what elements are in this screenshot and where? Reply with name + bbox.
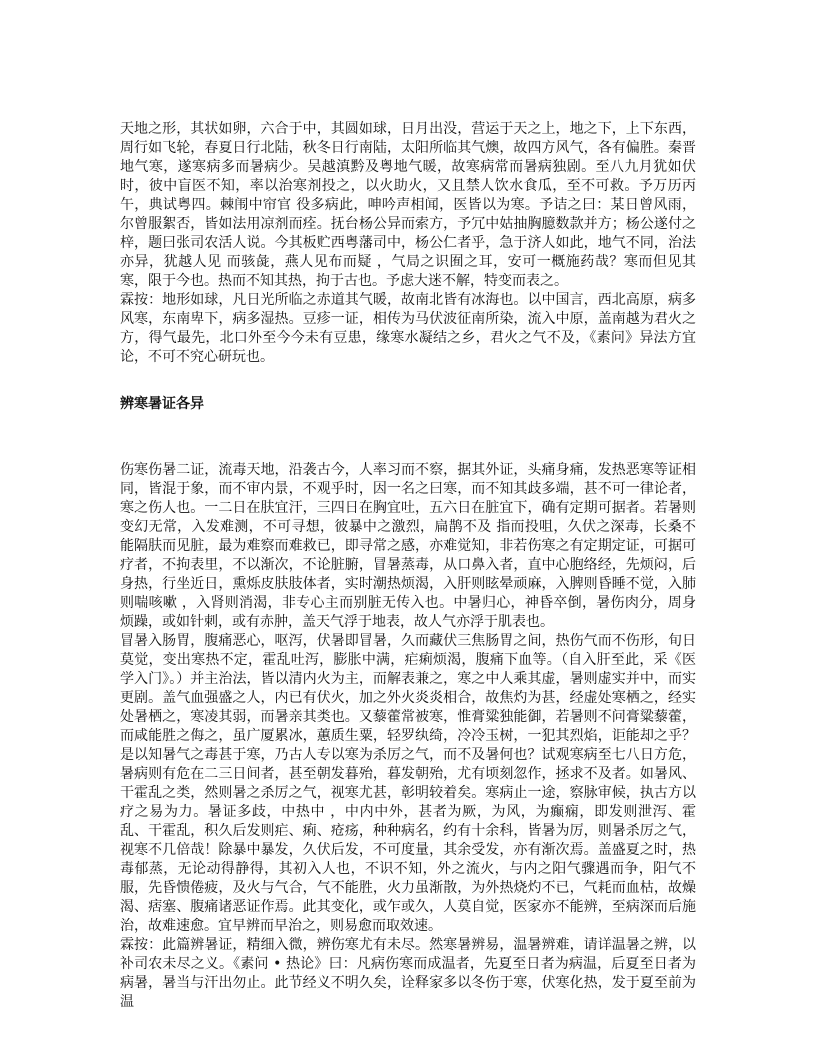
paragraph-summer-heat-entry: 冒暑入肠胃，腹痛恶心，呕泻，伏暑即冒暑，久而藏伏三焦肠胃之间，热伤气而不伤形，旬日莫觉，变出寒热不定，霍乱吐泻，膨胀中满，疟痢烦渴，腹痛下血等。（自入肝至此，采《医学入门》。）并主治法，皆以清内火为主，而解表兼之，寒之中人乘其虚，暑则虚实并中，而实更剧。盖气血强盛之人，内已有伏火，加之外火炎炎相合，故焦灼为甚，经虚处寒栖之，经实处暑栖之，寒凌其弱，而暑亲其类也。又藜藿常被寒，惟膏粱独能御，若暑则不问膏粱藜藿，而咸能胜之侮之，虽广厦累冰，蕙质生粟，轻罗纨绮，冷冷玉树，一犯其烈焰，讵能却之乎？是以知暑气之毒甚于寒，乃古人专以寒为杀厉之气，而不及暑何也？试观寒病至七八日方危，暑病则有危在二三日间者，甚至朝发暮殆，暮发朝殆，尤有顷刻忽作，拯求不及者。如暑风、干霍乱之类，然则暑之杀厉之气，视寒尤甚，彰明较着矣。寒病止一途，察脉审候，执古方以疗之易为力。暑证多歧，中热中 ，中内中外，甚者为厥，为风，为癫痫，即发则泄泻、霍乱、干霍乱，积久后发则疟、痢、疮疡，种种病名，约有十余科，皆暑为厉，则暑杀厉之气，视寒不几倍哉！除暴中暴发，久伏后发，不可度量，其余受发，亦有渐次焉。盖盛夏之时，热毒郁蒸，无论动得静得，其初入人也，不识不知，外之流火，与内之阳气骤遇而争，阳气不服，先昏愦倦疲，及火与气合，气不能胜，火力虽渐散，为外热烧灼不已，气耗而血枯，故燥渴、痞塞、腹痛诸恶证作焉。此其变化，或乍或久，人莫自觉，医家亦不能辨，至病深而后施治，故难速愈。宜早辨而早治之，则易愈而取效速。	[120, 633, 696, 934]
section-climate	[120, 120, 696, 367]
section-heading: 辨寒暑证各异	[120, 396, 204, 412]
paragraph-climate-intro: 天地之形，其状如卵，六合于中，其圆如球，日月出没，营运于天之上，地之下，上下东西，周行如飞轮，春夏日行北陆，秋冬日行南陆，太阳所临其气燠，故四方风气，各有偏胜。秦晋地气寒，遂寒病多而暑病少。吴越滇黔及粤地气暖，故寒病常而暑病独剧。至八九月犹如伏时，彼中盲医不知，率以治寒剂投之，以火助火，又且禁人饮水食瓜，至不可救。予万历丙午，典试粤四。棘闱中帘官 役多病此，呻吟声相闻，医皆以为寒。予诘之曰：某日曾风雨，尔曾服絮否，皆如法用凉剂而痊。抚台杨公异而索方，予冗中姑抽胸臆数款并方；杨公遂付之梓，题曰张司农活人说。今其板贮西粤藩司中，杨公仁者乎，急于济人如此，地气不同，治法亦异，犹越人见 而骇彘，燕人见布而疑 ，气局之识囿之耳，安可一概施药哉？寒而但见其寒，限于今也。热而不知其热，拘于古也。予虑大迷不解，特变而表之。	[120, 121, 696, 289]
paragraph-cold-heat-distinction: 伤寒伤暑二证，流毒天地，沿袭古今，人率习而不察，据其外证，头痛身痛，发热恶寒等证相同，皆混于象，而不审内景，不观乎时，因一名之曰寒，而不知其歧多端，甚不可一律论者，寒之伤人也。一二日在肤宜汗，三四日在胸宜吐，五六日在脏宜下，确有定期可据者。若暑则变幻无常，入发难测，不可寻想，彼暴中之激烈，扁鹊不及 指而投咀，久伏之深毒，长桑不能隔肤而见脏，最为难察而难救已，即寻常之感，亦难觉知，非若伤寒之有定期定证，可据可疗者，不拘表里，不以渐次，不论脏腑，冒暑蒸毒，从口鼻入者，直中心胞络经，先烦闷，后身热，行坐近日，熏烁皮肤肢体者，实时潮热烦渴，入肝则眩晕顽麻，入脾则昏睡不觉，入肺则喘咳嗽 ，入肾则消渴，非专心主而别脏无传入也。中暑归心，神昏卒倒，暑伤肉分，周身烦躁，或如针刺，或有赤肿，盖天气浮于地表，故人气亦浮于肌表也。	[120, 462, 696, 630]
section-cold-heat	[120, 461, 696, 1012]
paragraph-cold-heat-commentary: 霖按：此篇辨暑证，精细入微，辨伤寒尤有未尽。然寒暑辨易，温暑辨难，请详温暑之辨，以补司农未尽之义。《素问 • 热论》曰：凡病伤寒而成温者，先夏至日者为病温，后夏至日者为病暑，暑当与汗出勿止。此节经义不明久矣，诠释家多以冬伤于寒，伏寒化热，发于夏至前为温	[120, 937, 696, 1010]
document-page	[120, 120, 696, 1012]
paragraph-climate-commentary: 霖按：地形如球，凡日光所临之赤道其气暖，故南北皆有冰海也。以中国言，西北高原，病多风寒，东南卑下，病多湿热。豆疹一证，相传为马伏波征南所染，流入中原，盖南越为君火之方，得气最先，北口外至今今未有豆患，缘寒水凝结之乡，君火之气不及，《素问》异法方宜论，不可不究心研玩也。	[120, 292, 696, 365]
